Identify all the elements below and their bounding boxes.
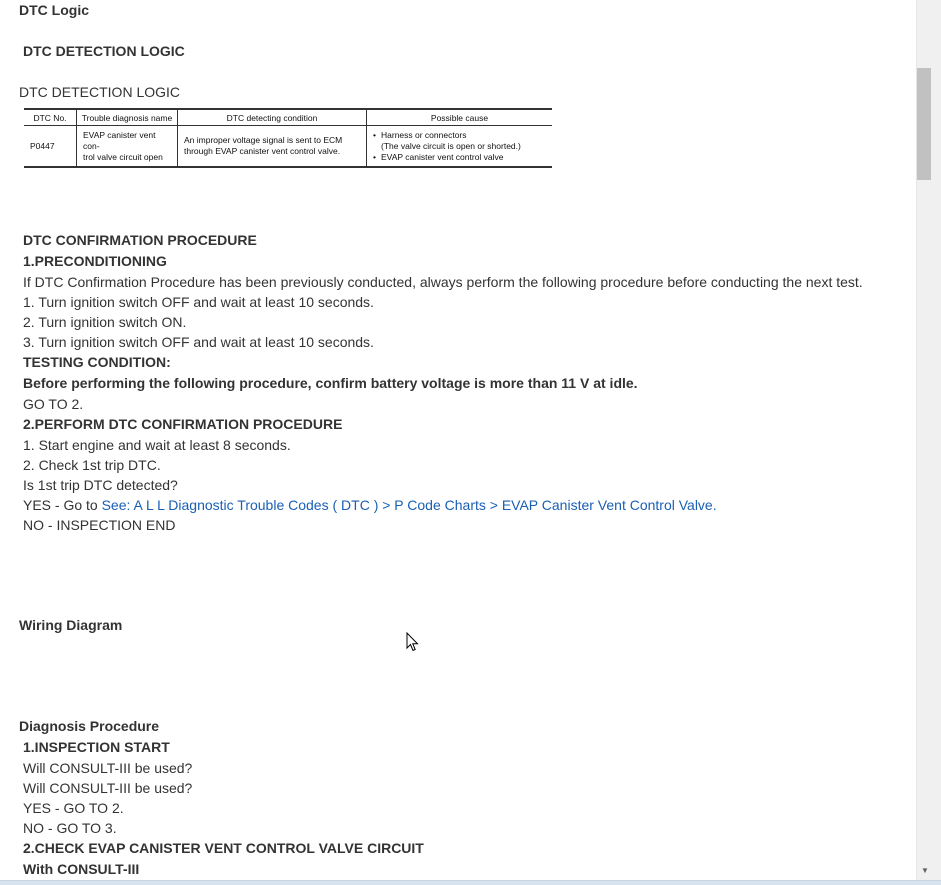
cell-trouble-name-line2: trol valve circuit open [83, 151, 163, 162]
cell-dtc-no: P0447 [24, 126, 77, 168]
cause1-line2: (The valve circuit is open or shorted.) [381, 140, 521, 151]
preconditioning-step-1: 1. Turn ignition switch OFF and wait at least 10 seconds. [23, 294, 374, 310]
confirmation-heading: DTC CONFIRMATION PROCEDURE [23, 232, 257, 248]
preconditioning-step-2: 2. Turn ignition switch ON. [23, 314, 187, 330]
window-bottom-edge [0, 880, 941, 885]
diagnosis-yes: YES - GO TO 2. [23, 800, 124, 816]
mouse-cursor-icon [406, 632, 420, 652]
table-header-dtc-no: DTC No. [24, 109, 77, 126]
scrollbar-thumb[interactable] [917, 68, 931, 180]
testing-condition-note: Before performing the following procedure, confirm battery voltage is more than 11 V at idle. [23, 375, 638, 391]
cell-condition-line1: An improper voltage signal is sent to ECM [184, 135, 343, 145]
preconditioning-step-3: 3. Turn ignition switch OFF and wait at least 10 seconds. [23, 334, 374, 350]
dtc-detection-logic-title: DTC DETECTION LOGIC [23, 43, 185, 59]
diagnosis-no: NO - GO TO 3. [23, 820, 117, 836]
cell-condition-line2: through EVAP canister vent control valve. [184, 146, 341, 156]
confirmation-yes [23, 497, 717, 514]
cause-item: • EVAP canister vent control valve [381, 152, 546, 163]
table-header-possible-cause: Possible cause [367, 109, 553, 126]
consult-question-1: Will CONSULT-III be used? [23, 760, 193, 776]
table-header-trouble-name: Trouble diagnosis name [77, 109, 178, 126]
evap-vent-valve-link[interactable]: See: A L L Diagnostic Trouble Codes ( DTC ) > P Code Charts > EVAP Canister Vent Control Valve [101, 497, 713, 513]
table-row [24, 126, 552, 168]
cell-trouble-name [77, 126, 178, 168]
dtc-detection-logic-caption: DTC DETECTION LOGIC [19, 84, 181, 100]
cause1-line1: • Harness or connectors [381, 129, 467, 140]
cause-item [381, 130, 546, 152]
scroll-down-arrow-icon[interactable]: ▼ [921, 866, 929, 875]
goto-2: GO TO 2. [23, 396, 84, 412]
confirmation-no: NO - INSPECTION END [23, 517, 176, 533]
preconditioning-title: 1.PRECONDITIONING [23, 253, 167, 269]
cell-condition [178, 126, 367, 168]
dtc-logic-heading: DTC Logic [19, 2, 89, 18]
inspection-start-title: 1.INSPECTION START [23, 739, 170, 755]
dtc-table [24, 108, 552, 168]
wiring-diagram-heading: Wiring Diagram [19, 617, 123, 633]
cell-trouble-name-line1: EVAP canister vent con- [83, 129, 156, 151]
confirmation-question: Is 1st trip DTC detected? [23, 477, 178, 493]
perform-confirmation-title: 2.PERFORM DTC CONFIRMATION PROCEDURE [23, 416, 343, 432]
cell-possible-cause [367, 126, 553, 168]
check-circuit-title: 2.CHECK EVAP CANISTER VENT CONTROL VALVE CIRCUIT [23, 840, 424, 856]
testing-condition-label: TESTING CONDITION: [23, 354, 171, 370]
preconditioning-intro: If DTC Confirmation Procedure has been previously conducted, always perform the following procedure before conducting the next test. [23, 274, 863, 290]
confirmation-yes-prefix: YES - Go to [23, 497, 102, 513]
diagnosis-heading: Diagnosis Procedure [19, 718, 160, 734]
consult-question-2: Will CONSULT-III be used? [23, 780, 193, 796]
confirmation-step-2: 2. Check 1st trip DTC. [23, 457, 161, 473]
dtc-table-header-row [24, 109, 552, 126]
link-period: . [712, 497, 717, 513]
confirmation-step-1: 1. Start engine and wait at least 8 seconds. [23, 437, 291, 453]
with-consult-label: With CONSULT-III [23, 861, 140, 877]
table-header-condition: DTC detecting condition [178, 109, 367, 126]
